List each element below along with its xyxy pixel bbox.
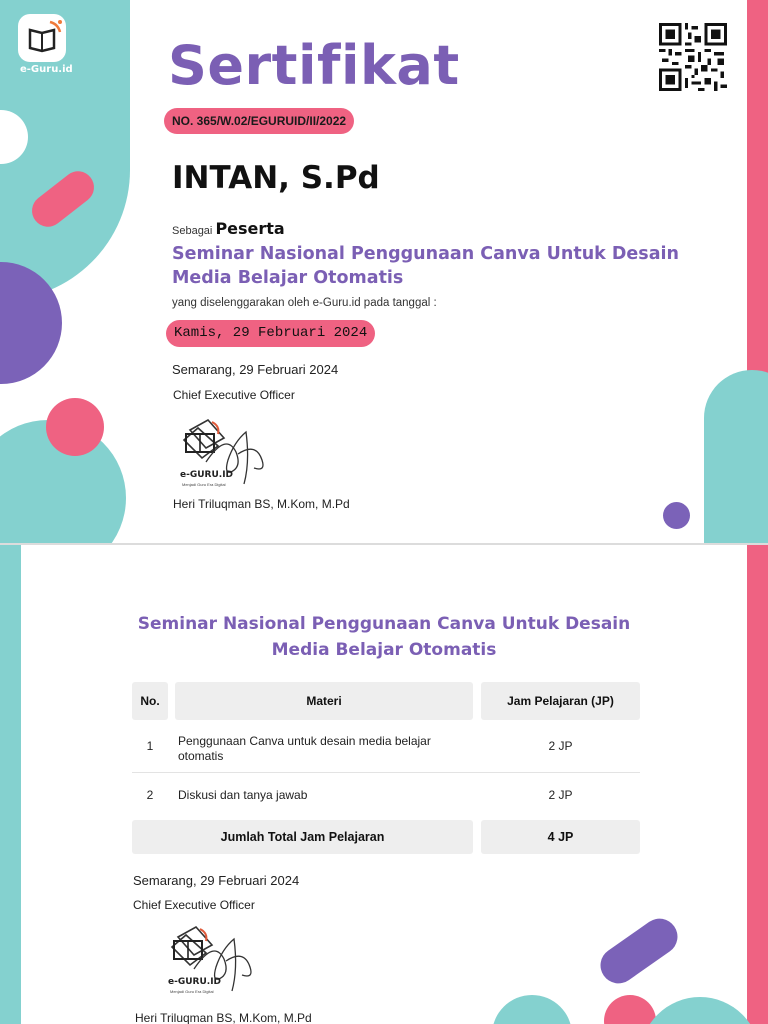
pink-blob bbox=[604, 995, 656, 1024]
stamp-brand: e-GURU.ID bbox=[180, 470, 234, 480]
role-value: Peserta bbox=[215, 219, 285, 238]
teal-arch-shape bbox=[704, 370, 768, 543]
pink-circle-shape bbox=[46, 398, 104, 456]
place-date: Semarang, 29 Februari 2024 bbox=[172, 362, 339, 377]
row-separator bbox=[132, 772, 640, 773]
transcript-page bbox=[0, 545, 768, 1024]
eguru-logo bbox=[20, 16, 64, 60]
certificate-number-badge: NO. 365/W.02/EGURUID/II/2022 bbox=[164, 108, 354, 134]
column-header-jp: Jam Pelajaran (JP) bbox=[481, 682, 640, 720]
transcript-signer-role: Chief Executive Officer bbox=[133, 898, 255, 912]
book-logo-icon bbox=[20, 16, 64, 60]
total-value: 4 JP bbox=[481, 820, 640, 854]
official-stamp-2 bbox=[164, 919, 264, 1001]
recipient-name: INTAN, S.Pd bbox=[172, 160, 380, 196]
role-line bbox=[172, 219, 285, 238]
official-stamp bbox=[176, 412, 276, 494]
total-label: Jumlah Total Jam Pelajaran bbox=[132, 820, 473, 854]
row-2-materi: Diskusi dan tanya jawab bbox=[178, 788, 308, 802]
signer-role: Chief Executive Officer bbox=[173, 388, 295, 402]
left-teal-stripe bbox=[0, 545, 21, 1024]
row-2-jp: 2 JP bbox=[548, 788, 573, 802]
event-title: Seminar Nasional Penggunaan Canva Untuk Desain Media Belajar Otomatis bbox=[172, 244, 679, 288]
column-header-materi: Materi bbox=[175, 682, 473, 720]
signer-name: Heri Triluqman BS, M.Kom, M.Pd bbox=[173, 497, 350, 511]
event-date-badge: Kamis, 29 Februari 2024 bbox=[166, 320, 375, 347]
transcript-signer-name: Heri Triluqman BS, M.Kom, M.Pd bbox=[135, 1011, 312, 1024]
row-1-no: 1 bbox=[146, 739, 154, 753]
purple-pill-shape bbox=[593, 912, 684, 991]
row-1-materi: Penggunaan Canva untuk desain media belajar otomatis bbox=[178, 734, 431, 763]
column-header-no: No. bbox=[132, 682, 168, 720]
row-1-jp: 2 JP bbox=[548, 739, 573, 753]
qr-code-icon bbox=[659, 23, 727, 91]
transcript-place-date: Semarang, 29 Februari 2024 bbox=[133, 873, 300, 888]
right-pink-stripe-2 bbox=[747, 545, 768, 1024]
teal-blob-right bbox=[640, 997, 760, 1024]
organizer-text: yang diselenggarakan oleh e-Guru.id pada tanggal : bbox=[172, 297, 437, 309]
teal-blob-left bbox=[492, 995, 572, 1024]
stamp-tagline-2: Menjadi Guru Era Digital bbox=[170, 989, 214, 994]
role-prefix: Sebagai bbox=[172, 225, 213, 237]
certificate-title: Sertifikat bbox=[168, 34, 460, 97]
logo-text: e-Guru.id bbox=[20, 64, 73, 75]
stamp-brand-2: e-GURU.ID bbox=[168, 977, 222, 987]
row-2-no: 2 bbox=[146, 788, 154, 802]
transcript-event-title: Seminar Nasional Penggunaan Canva Untuk Desain Media Belajar Otomatis bbox=[137, 614, 631, 660]
stamp-tagline: Menjadi Guru Era Digital bbox=[182, 482, 226, 487]
purple-dot-shape bbox=[663, 502, 690, 529]
